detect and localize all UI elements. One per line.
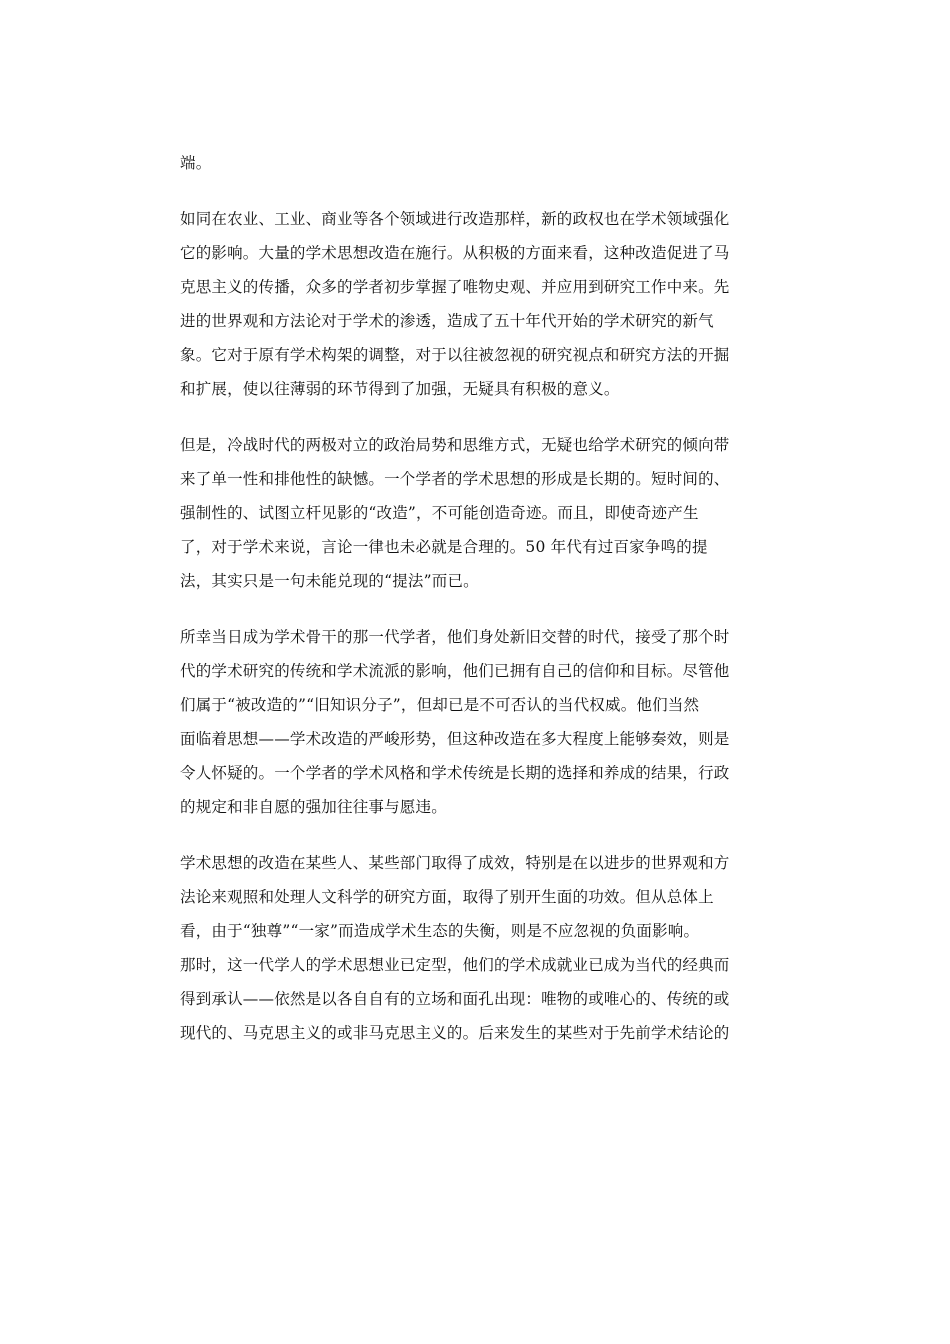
text-line: 们属于“被改造的”“旧知识分子”，但却已是不可否认的当代权威。他们当然 <box>180 696 700 714</box>
text-line: 学术思想的改造在某些人、某些部门取得了成效，特别是在以进步的世界观和方 <box>180 854 730 872</box>
text-line: 强制性的、试图立杆见影的“改造”，不可能创造奇迹。而且，即使奇迹产生 <box>180 504 699 522</box>
text-line: 它的影响。大量的学术思想改造在施行。从积极的方面来看，这种改造促进了马 <box>180 244 730 262</box>
text-line: 端。 <box>180 154 212 172</box>
text-line: 象。它对于原有学术构架的调整，对于以往被忽视的研究视点和研究方法的开掘 <box>180 346 730 364</box>
paragraph-2 <box>180 202 780 406</box>
text-line: 如同在农业、工业、商业等各个领域进行改造那样，新的政权也在学术领域强化 <box>180 210 730 228</box>
text-line: 那时，这一代学人的学术思想业已定型，他们的学术成就业已成为当代的经典而 <box>180 956 730 974</box>
text-line: 但是，冷战时代的两极对立的政治局势和思维方式，无疑也给学术研究的倾向带 <box>180 436 730 454</box>
text-line: 令人怀疑的。一个学者的学术风格和学术传统是长期的选择和养成的结果，行政 <box>180 764 730 782</box>
paragraph-5 <box>180 846 780 1050</box>
text-line: 法，其实只是一句未能兑现的“提法”而已。 <box>180 572 479 590</box>
paragraph-4 <box>180 620 780 824</box>
paragraph-3 <box>180 428 780 598</box>
paragraph-1 <box>180 146 780 180</box>
text-line: 了，对于学术来说，言论一律也未必就是合理的。50 年代有过百家争鸣的提 <box>180 538 708 556</box>
text-line: 所幸当日成为学术骨干的那一代学者，他们身处新旧交替的时代，接受了那个时 <box>180 628 730 646</box>
text-line: 的规定和非自愿的强加往往事与愿违。 <box>180 798 447 816</box>
text-line: 面临着思想——学术改造的严峻形势，但这种改造在多大程度上能够奏效，则是 <box>180 730 730 748</box>
text-line: 现代的、马克思主义的或非马克思主义的。后来发生的某些对于先前学术结论的 <box>180 1024 730 1042</box>
text-line: 和扩展，使以往薄弱的环节得到了加强，无疑具有积极的意义。 <box>180 380 620 398</box>
text-line: 看，由于“独尊”“一家”而造成学术生态的失衡，则是不应忽视的负面影响。 <box>180 922 700 940</box>
text-line: 法论来观照和处理人文科学的研究方面，取得了别开生面的功效。但从总体上 <box>180 888 714 906</box>
text-line: 进的世界观和方法论对于学术的渗透，造成了五十年代开始的学术研究的新气 <box>180 312 714 330</box>
text-line: 克思主义的传播，众多的学者初步掌握了唯物史观、并应用到研究工作中来。先 <box>180 278 730 296</box>
body-text <box>180 146 780 1072</box>
text-line: 得到承认——依然是以各自自有的立场和面孔出现：唯物的或唯心的、传统的或 <box>180 990 730 1008</box>
text-line: 来了单一性和排他性的缺憾。一个学者的学术思想的形成是长期的。短时间的、 <box>180 470 730 488</box>
text-line: 代的学术研究的传统和学术流派的影响，他们已拥有自己的信仰和目标。尽管他 <box>180 662 730 680</box>
